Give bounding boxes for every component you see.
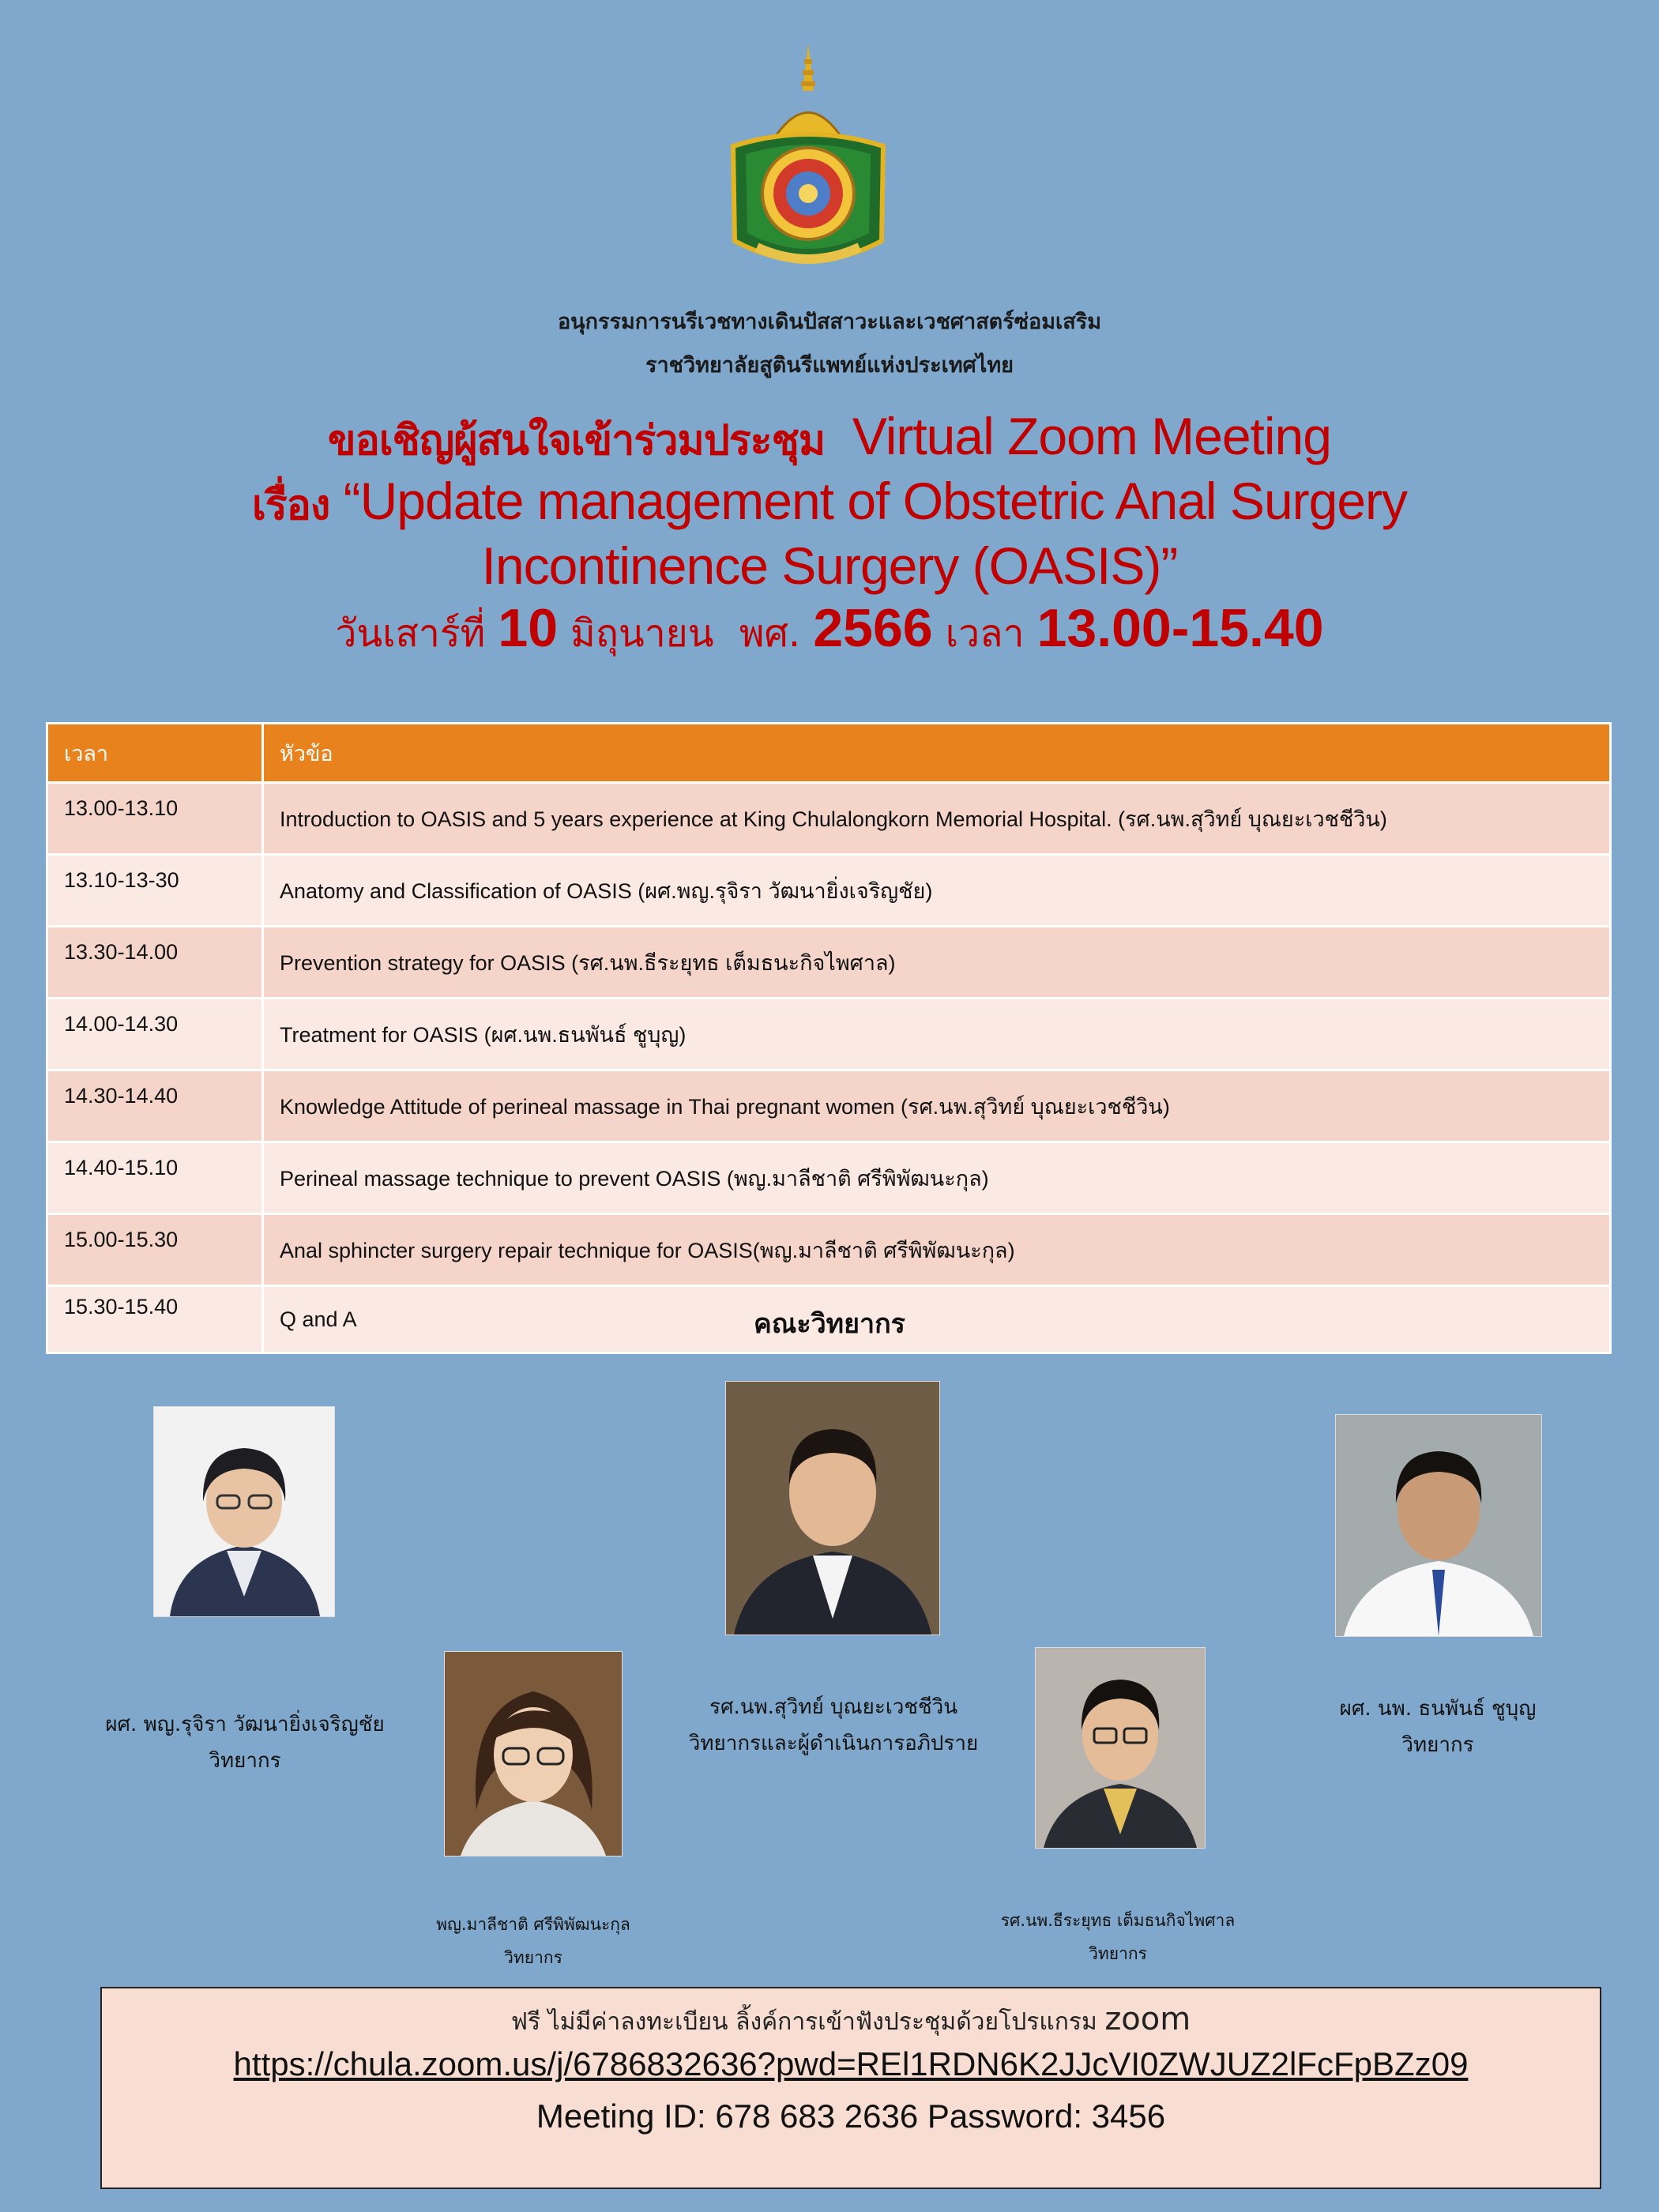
row-time: 13.10-13-30 [47,855,263,927]
table-row [47,1214,1611,1286]
table-row [47,1142,1611,1214]
table-row [47,999,1611,1070]
speaker-name-2: พญ.มาลีชาติ ศรีพิพัฒนะกุล [436,1915,630,1934]
org-name-line2: ราชวิทยาลัยสูตินรีแพทย์แห่งประเทศไทย [645,353,1014,378]
college-seal-logo [725,43,891,280]
title-line3: Incontinence Surgery (OASIS)” [481,536,1178,595]
row-topic: Q and A [263,1286,1611,1353]
row-time: 14.30-14.40 [47,1070,263,1142]
title-virtual-zoom: Virtual Zoom Meeting [852,407,1331,465]
table-row [47,1070,1611,1142]
speaker-photo-5 [1335,1414,1542,1637]
speaker-role-1: วิทยากร [209,1749,281,1773]
zoom-meeting-credentials: Meeting ID: 678 683 2636 Password: 3456 [536,2097,1166,2135]
row-topic: Anal sphincter surgery repair technique for OASIS(พญ.มาลีชาติ ศรีพิพัฒนะกุล) [263,1214,1611,1286]
speaker-role-4: วิทยากร [1089,1944,1147,1963]
table-row [47,927,1611,999]
speaker-role-5: วิทยากร [1401,1733,1474,1757]
speaker-name-3: รศ.นพ.สุวิทย์ บุณยะเวชชีวิน [709,1695,957,1719]
date-time: 13.00-15.40 [1036,598,1324,658]
speaker-caption-1 [71,1706,419,1779]
date-era: พศ. [739,611,801,656]
org-name-line1: อนุกรรมการนรีเวชทางเดินปัสสาวะและเวชศาสตร์ซ่อมเสริม [557,310,1102,334]
speaker-caption-5 [1264,1691,1612,1763]
speaker-caption-4 [972,1904,1264,1970]
zoom-free-text: ฟรี ไม่มีค่าลงทะเบียน ลิ้งค์การเข้าฟังประชุมด้วยโปรแกรม [510,2008,1097,2036]
event-date [0,596,1659,665]
title-topic-en: “Update management of Obstetric Anal Surgery [343,472,1408,530]
speaker-photo-3 [725,1381,940,1635]
date-day: วันเสาร์ที่ [335,611,486,656]
speaker-name-5: ผศ. นพ. ธนพันธ์ ชูบุญ [1339,1697,1537,1721]
speaker-caption-2 [395,1908,672,1974]
agenda-table [46,722,1612,1354]
zoom-free-note [102,2001,1600,2041]
speaker-photo-4 [1035,1647,1206,1849]
row-topic: Anatomy and Classification of OASIS (ผศ.พญ.รุจิรา วัฒนายิ่งเจริญชัย) [263,855,1611,927]
speaker-role-3: วิทยากรและผู้ดำเนินการอภิปราย [688,1732,979,1755]
speaker-caption-3 [664,1689,1003,1762]
col-header-topic: หัวข้อ [263,724,1611,783]
zoom-meeting-link[interactable]: https://chula.zoom.us/j/6786832636?pwd=REl1RDN6K2JJcVI0ZWJUZ2lFcFpBZz09 [233,2045,1469,2082]
row-time: 15.00-15.30 [47,1214,263,1286]
row-time: 13.00-13.10 [47,783,263,855]
row-time: 13.30-14.00 [47,927,263,999]
row-time: 14.40-15.10 [47,1142,263,1214]
date-year: 2566 [813,598,933,658]
speaker-role-2: วิทยากร [504,1948,562,1967]
agenda-header-row [47,724,1611,783]
date-time-label: เวลา [945,611,1025,656]
speaker-photo-1 [153,1406,335,1617]
row-time: 15.30-15.40 [47,1286,263,1353]
speaker-photo-2 [444,1651,623,1856]
speaker-name-1: ผศ. พญ.รุจิรา วัฒนายิ่งเจริญชัย [105,1713,385,1736]
speaker-name-4: รศ.นพ.ธีระยุทธ เต็มธนกิจไพศาล [1000,1911,1236,1930]
speakers-heading: คณะวิทยากร [754,1308,905,1340]
row-time: 14.00-14.30 [47,999,263,1070]
table-row [47,855,1611,927]
title-line2 [0,469,1659,537]
row-topic: Introduction to OASIS and 5 years experience at King Chulalongkorn Memorial Hospital. (รศ.นพ.สุวิทย์ บุณยะเวชชีวิน) [263,783,1611,855]
title-line1 [0,404,1659,472]
row-topic: Prevention strategy for OASIS (รศ.นพ.ธีระยุทธ เต็มธนะกิจไพศาล) [263,927,1611,999]
table-row [47,783,1611,855]
title-topic-label: เรื่อง [251,482,330,529]
row-topic: Knowledge Attitude of perineal massage in Thai pregnant women (รศ.นพ.สุวิทย์ บุณยะเวชชีวิน) [263,1070,1611,1142]
date-num: 10 [498,598,559,658]
row-topic: Treatment for OASIS (ผศ.นพ.ธนพันธ์ ชูบุญ) [263,999,1611,1070]
zoom-app-name: zoom [1104,2001,1191,2037]
date-month: มิถุนายน [570,611,714,656]
row-topic: Perineal massage technique to prevent OASIS (พญ.มาลีชาติ ศรีพิพัฒนะกุล) [263,1142,1611,1214]
title-invite-th: ขอเชิญผู้สนใจเข้าร่วมประชุม [328,417,826,465]
col-header-time: เวลา [47,724,263,783]
zoom-info-box [100,1987,1601,2189]
